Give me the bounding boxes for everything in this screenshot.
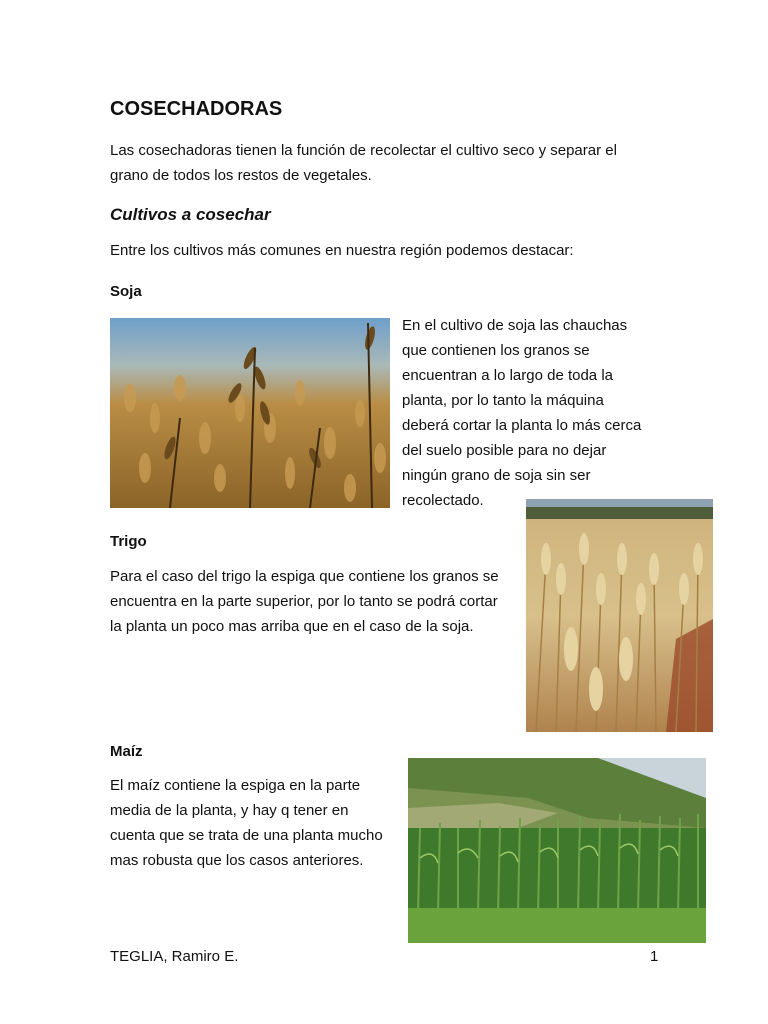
soja-line: que contienen los granos se (402, 342, 590, 359)
maiz-line: El maíz contiene la espiga en la parte (110, 777, 361, 794)
lead-paragraph: Entre los cultivos más comunes en nuestra región podemos destacar: (110, 242, 574, 259)
trigo-line: la planta un poco mas arriba que en el caso de la soja. (110, 618, 474, 635)
soja-line: ningún grano de soja sin ser (402, 467, 591, 484)
soybean-photo (110, 318, 390, 508)
soja-line: recolectado. (402, 492, 484, 509)
wheat-photo (526, 499, 713, 732)
trigo-line: encuentra en la parte superior, por lo tanto se podrá cortar (110, 593, 498, 610)
section-title: Cultivos a cosechar (110, 205, 271, 224)
maiz-line: mas robusta que los casos anteriores. (110, 852, 364, 869)
soja-paragraph (402, 313, 662, 513)
maiz-paragraph (110, 773, 405, 873)
page-title: COSECHADORAS (110, 98, 283, 120)
page-number: 1 (650, 948, 659, 965)
corn-photo (408, 758, 706, 943)
soja-line: encuentran a lo largo de toda la (402, 367, 613, 384)
soja-line: En el cultivo de soja las chauchas (402, 317, 628, 334)
trigo-line: Para el caso del trigo la espiga que contiene los granos se (110, 568, 499, 585)
maiz-heading: Maíz (110, 743, 143, 760)
soja-heading: Soja (110, 283, 142, 300)
intro-paragraph: Las cosechadoras tienen la función de recolectar el cultivo seco y separar el grano de todos los restos de vegetales. (110, 142, 617, 184)
soja-line: deberá cortar la planta lo más cerca (402, 417, 642, 434)
footer-author: TEGLIA, Ramiro E. (110, 948, 239, 965)
maiz-line: media de la planta, y hay q tener en (110, 802, 349, 819)
maiz-line: cuenta que se trata de una planta mucho (110, 827, 383, 844)
soja-line: del suelo posible para no dejar (402, 442, 607, 459)
trigo-paragraph (110, 564, 525, 639)
trigo-heading: Trigo (110, 533, 147, 550)
soja-line: planta, por lo tanto la máquina (402, 392, 604, 409)
